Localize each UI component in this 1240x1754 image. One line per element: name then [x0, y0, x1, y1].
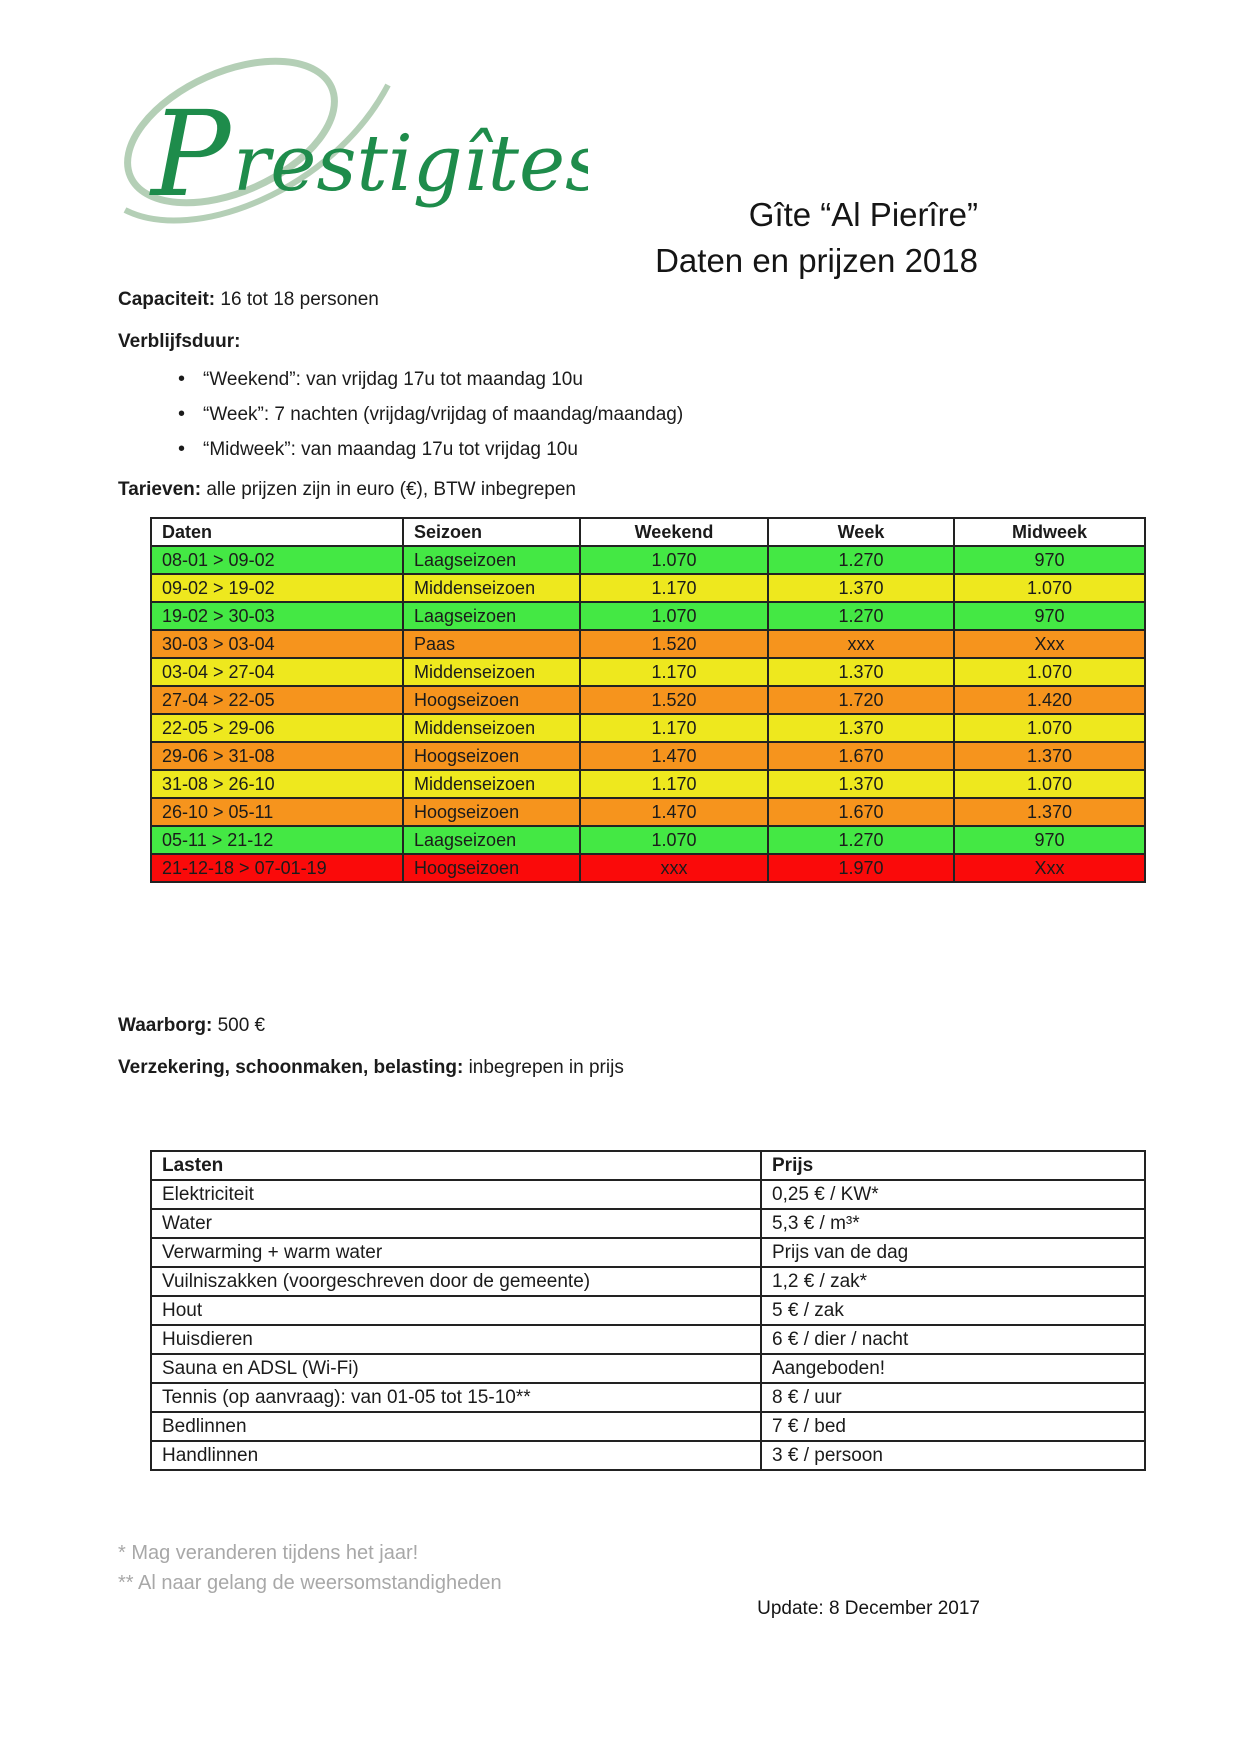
rates-cell-weekend: 1.170 — [580, 714, 768, 742]
capacity-value: 16 tot 18 personen — [220, 289, 379, 310]
rates-row — [151, 658, 1145, 686]
rates-cell-week: 1.270 — [768, 826, 954, 854]
costs-cell-prijs: Prijs van de dag — [761, 1238, 1145, 1267]
rates-cell-midweek: 970 — [954, 602, 1145, 630]
costs-row — [151, 1325, 1145, 1354]
costs-cell-prijs: 6 € / dier / nacht — [761, 1325, 1145, 1354]
capacity-label: Capaciteit: — [118, 289, 216, 310]
costs-cell-lasten: Handlinnen — [151, 1441, 761, 1470]
rates-cell-midweek: 1.370 — [954, 742, 1145, 770]
rates-header-midweek: Midweek — [954, 518, 1145, 546]
rates-row — [151, 686, 1145, 714]
rates-cell-season: Hoogseizoen — [403, 742, 580, 770]
list-item: • “Midweek”: van maandag 17u tot vrijdag 10u — [176, 439, 683, 461]
rates-row — [151, 770, 1145, 798]
rates-label: Tarieven: — [118, 479, 202, 500]
rates-cell-midweek: 1.070 — [954, 574, 1145, 602]
included-label: Verzekering, schoonmaken, belasting: — [118, 1057, 464, 1078]
footnote-2: ** Al naar gelang de weersomstandigheden — [118, 1572, 502, 1594]
rates-row — [151, 742, 1145, 770]
costs-cell-prijs: 5,3 € / m³* — [761, 1209, 1145, 1238]
title-line-1: Gîte “Al Pierîre” — [748, 196, 978, 233]
rates-cell-week: 1.720 — [768, 686, 954, 714]
logo-initial: P — [151, 85, 231, 223]
rates-cell-week: xxx — [768, 630, 954, 658]
rates-cell-week: 1.270 — [768, 546, 954, 574]
rates-row — [151, 714, 1145, 742]
rates-cell-weekend: 1.070 — [580, 826, 768, 854]
rates-cell-season: Hoogseizoen — [403, 686, 580, 714]
rates-cell-weekend: 1.520 — [580, 686, 768, 714]
rates-cell-dates: 08-01 > 09-02 — [151, 546, 403, 574]
rates-cell-midweek: 1.070 — [954, 770, 1145, 798]
rates-table-body — [151, 546, 1145, 882]
rates-cell-dates: 19-02 > 30-03 — [151, 602, 403, 630]
rates-cell-midweek: 1.370 — [954, 798, 1145, 826]
prestigites-logo — [103, 40, 588, 238]
costs-cell-lasten: Bedlinnen — [151, 1412, 761, 1441]
rates-cell-weekend: xxx — [580, 854, 768, 882]
rates-cell-dates: 26-10 > 05-11 — [151, 798, 403, 826]
costs-cell-lasten: Water — [151, 1209, 761, 1238]
stay-duration-list — [176, 369, 683, 474]
rates-cell-week: 1.370 — [768, 658, 954, 686]
rates-cell-dates: 27-04 > 22-05 — [151, 686, 403, 714]
rates-cell-week: 1.670 — [768, 798, 954, 826]
rates-cell-midweek: 1.070 — [954, 714, 1145, 742]
costs-table-body — [151, 1180, 1145, 1470]
rates-cell-weekend: 1.070 — [580, 602, 768, 630]
rates-row — [151, 798, 1145, 826]
rates-cell-weekend: 1.170 — [580, 770, 768, 798]
costs-header-prijs: Prijs — [761, 1151, 1145, 1180]
included-value: inbegrepen in prijs — [468, 1057, 624, 1078]
costs-cell-lasten: Verwarming + warm water — [151, 1238, 761, 1267]
costs-cell-lasten: Hout — [151, 1296, 761, 1325]
rates-cell-weekend: 1.070 — [580, 546, 768, 574]
rates-cell-week: 1.670 — [768, 742, 954, 770]
rates-cell-dates: 21-12-18 > 07-01-19 — [151, 854, 403, 882]
list-item: • “Weekend”: van vrijdag 17u tot maandag 10u — [176, 369, 683, 391]
costs-header-lasten: Lasten — [151, 1151, 761, 1180]
rates-cell-week: 1.370 — [768, 574, 954, 602]
costs-cell-prijs: Aangeboden! — [761, 1354, 1145, 1383]
deposit-value: 500 € — [217, 1015, 266, 1036]
rates-cell-dates: 30-03 > 03-04 — [151, 630, 403, 658]
rates-table-header — [151, 518, 1145, 546]
rates-intro — [118, 478, 576, 501]
costs-cell-lasten: Vuilniszakken (voorgeschreven door de gemeente) — [151, 1267, 761, 1296]
rates-cell-dates: 29-06 > 31-08 — [151, 742, 403, 770]
rates-cell-midweek: Xxx — [954, 630, 1145, 658]
rates-cell-season: Hoogseizoen — [403, 854, 580, 882]
costs-cell-prijs: 0,25 € / KW* — [761, 1180, 1145, 1209]
rates-row — [151, 602, 1145, 630]
rates-cell-weekend: 1.520 — [580, 630, 768, 658]
rates-table — [150, 517, 1146, 883]
rates-row — [151, 574, 1145, 602]
costs-row — [151, 1412, 1145, 1441]
rates-cell-season: Laagseizoen — [403, 602, 580, 630]
rates-cell-midweek: 1.420 — [954, 686, 1145, 714]
rates-cell-season: Middenseizoen — [403, 770, 580, 798]
rates-cell-weekend: 1.170 — [580, 658, 768, 686]
rates-cell-midweek: 970 — [954, 546, 1145, 574]
capacity-line — [118, 288, 379, 311]
rates-cell-dates: 03-04 > 27-04 — [151, 658, 403, 686]
logo-rest: restigîtes — [233, 119, 588, 209]
included-line — [118, 1056, 624, 1079]
stay-duration-label: Verblijfsduur: — [118, 331, 241, 352]
rates-cell-midweek: 1.070 — [954, 658, 1145, 686]
costs-cell-prijs: 3 € / persoon — [761, 1441, 1145, 1470]
rates-cell-dates: 22-05 > 29-06 — [151, 714, 403, 742]
rates-header-row — [151, 518, 1145, 546]
costs-cell-lasten: Elektriciteit — [151, 1180, 761, 1209]
rates-cell-midweek: Xxx — [954, 854, 1145, 882]
costs-row — [151, 1383, 1145, 1412]
rates-row — [151, 854, 1145, 882]
rates-row — [151, 546, 1145, 574]
rates-cell-dates: 31-08 > 26-10 — [151, 770, 403, 798]
rates-cell-week: 1.270 — [768, 602, 954, 630]
rates-cell-week: 1.970 — [768, 854, 954, 882]
costs-cell-prijs: 8 € / uur — [761, 1383, 1145, 1412]
rates-cell-midweek: 970 — [954, 826, 1145, 854]
page-title — [655, 192, 978, 284]
rates-header-daten: Daten — [151, 518, 403, 546]
rates-header-week: Week — [768, 518, 954, 546]
rates-cell-season: Paas — [403, 630, 580, 658]
footnote-1: * Mag veranderen tijdens het jaar! — [118, 1542, 419, 1564]
costs-header-row — [151, 1151, 1145, 1180]
costs-cell-lasten: Sauna en ADSL (Wi-Fi) — [151, 1354, 761, 1383]
rates-note: alle prijzen zijn in euro (€), BTW inbegrepen — [206, 479, 576, 500]
costs-cell-prijs: 1,2 € / zak* — [761, 1267, 1145, 1296]
rates-cell-week: 1.370 — [768, 770, 954, 798]
update-date: Update: 8 December 2017 — [757, 1598, 980, 1619]
rates-header-seizoen: Seizoen — [403, 518, 580, 546]
costs-table-header — [151, 1151, 1145, 1180]
rates-cell-season: Middenseizoen — [403, 574, 580, 602]
rates-cell-season: Laagseizoen — [403, 546, 580, 574]
costs-cell-lasten: Huisdieren — [151, 1325, 761, 1354]
costs-row — [151, 1354, 1145, 1383]
rates-cell-season: Middenseizoen — [403, 658, 580, 686]
rates-cell-dates: 05-11 > 21-12 — [151, 826, 403, 854]
rates-cell-season: Laagseizoen — [403, 826, 580, 854]
title-line-2: Daten en prijzen 2018 — [655, 242, 978, 279]
rates-cell-season: Hoogseizoen — [403, 798, 580, 826]
costs-row — [151, 1296, 1145, 1325]
rates-cell-season: Middenseizoen — [403, 714, 580, 742]
costs-cell-prijs: 5 € / zak — [761, 1296, 1145, 1325]
rates-cell-weekend: 1.470 — [580, 798, 768, 826]
deposit-label: Waarborg: — [118, 1015, 213, 1036]
costs-row — [151, 1209, 1145, 1238]
rates-row — [151, 826, 1145, 854]
costs-table — [150, 1150, 1146, 1471]
prestigites-logo-art — [103, 40, 588, 238]
costs-cell-prijs: 7 € / bed — [761, 1412, 1145, 1441]
rates-header-weekend: Weekend — [580, 518, 768, 546]
rates-row — [151, 630, 1145, 658]
footnotes — [118, 1538, 502, 1598]
costs-row — [151, 1238, 1145, 1267]
costs-cell-lasten: Tennis (op aanvraag): van 01-05 tot 15-10** — [151, 1383, 761, 1412]
costs-row — [151, 1180, 1145, 1209]
list-item: • “Week”: 7 nachten (vrijdag/vrijdag of maandag/maandag) — [176, 404, 683, 426]
rates-cell-week: 1.370 — [768, 714, 954, 742]
costs-row — [151, 1441, 1145, 1470]
deposit-line — [118, 1014, 265, 1037]
rates-cell-dates: 09-02 > 19-02 — [151, 574, 403, 602]
rates-cell-weekend: 1.470 — [580, 742, 768, 770]
costs-row — [151, 1267, 1145, 1296]
rates-cell-weekend: 1.170 — [580, 574, 768, 602]
